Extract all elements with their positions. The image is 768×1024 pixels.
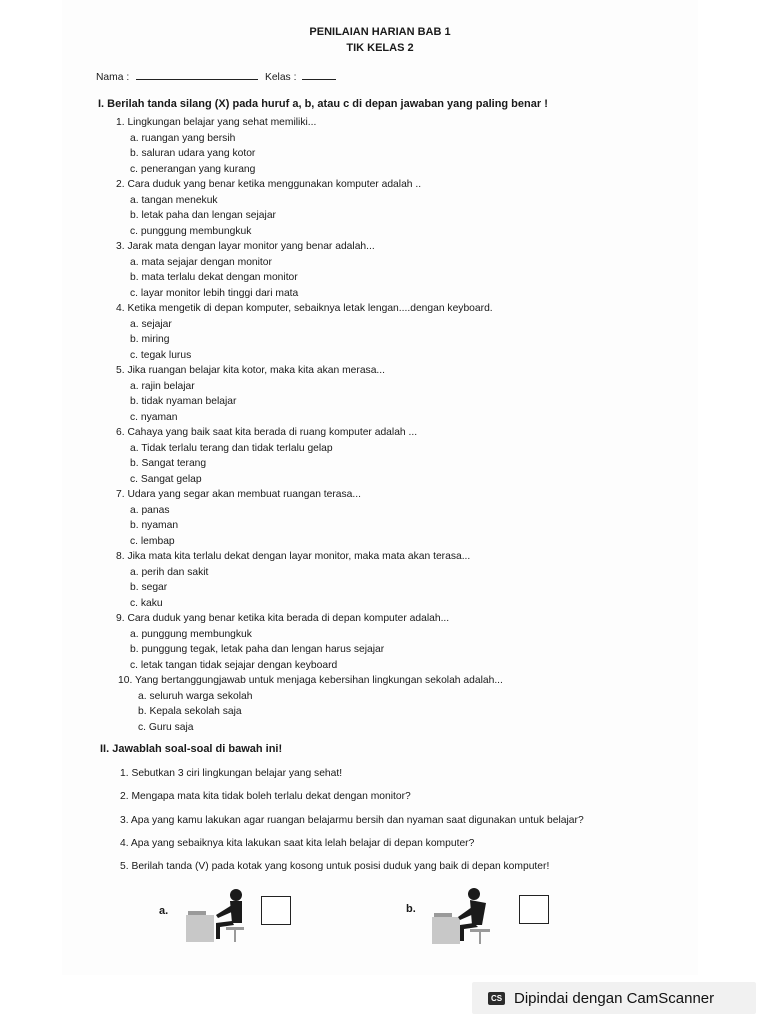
mc-option[interactable]: a. tangan menekuk	[130, 194, 218, 206]
mc-option[interactable]: a. sejajar	[130, 318, 172, 330]
image-label-a: a.	[159, 905, 169, 917]
mc-question: 8. Jika mata kita terlalu dekat dengan layar monitor, maka mata akan terasa...	[116, 551, 471, 562]
essay-question: 1. Sebutkan 3 ciri lingkungan belajar yang sehat!	[120, 768, 343, 779]
mc-option[interactable]: a. perih dan sakit	[130, 566, 209, 578]
name-class-row	[96, 70, 336, 83]
mc-option[interactable]: b. tidak nyaman belajar	[130, 396, 237, 407]
mc-option[interactable]: b. Kepala sekolah saja	[138, 706, 242, 717]
kelas-blank	[302, 70, 336, 80]
checkbox-a[interactable]	[261, 896, 291, 925]
nama-blank	[136, 70, 258, 80]
mc-question: 9. Cara duduk yang benar ketika kita berada di depan komputer adalah...	[116, 613, 450, 624]
mc-option[interactable]: b. mata terlalu dekat dengan monitor	[130, 272, 298, 283]
nama-label: Nama :	[96, 72, 130, 83]
worksheet-title: PENILAIAN HARIAN BAB 1	[309, 26, 451, 38]
mc-option[interactable]: a. ruangan yang bersih	[130, 132, 236, 144]
mc-option[interactable]: c. nyaman	[130, 411, 178, 423]
camscanner-text: Dipindai dengan CamScanner	[514, 989, 715, 1007]
mc-option[interactable]: c. layar monitor lebih tinggi dari mata	[130, 287, 299, 299]
mc-question: 1. Lingkungan belajar yang sehat memiliki...	[116, 117, 317, 128]
mc-option[interactable]: c. letak tangan tidak sejajar dengan keyboard	[130, 659, 338, 671]
essay-question: 4. Apa yang sebaiknya kita lakukan saat kita lelah belajar di depan komputer?	[120, 838, 475, 849]
mc-option[interactable]: a. punggung membungkuk	[130, 628, 252, 640]
essay-question: 5. Berilah tanda (V) pada kotak yang kosong untuk posisi duduk yang baik di depan komputer!	[120, 861, 550, 872]
camscanner-logo: CS	[488, 992, 505, 1005]
mc-option[interactable]: c. punggung membungkuk	[130, 225, 252, 237]
mc-option[interactable]: c. tegak lurus	[130, 349, 192, 361]
section1-heading: I. Berilah tanda silang (X) pada huruf a, b, atau c di depan jawaban yang paling benar !	[98, 98, 548, 110]
worksheet-subtitle: TIK KELAS 2	[346, 42, 414, 54]
mc-option[interactable]: b. punggung tegak, letak paha dan lengan harus sejajar	[130, 644, 385, 655]
worksheet-page	[62, 0, 698, 975]
mc-option[interactable]: c. Guru saja	[138, 721, 194, 733]
section2-heading: II. Jawablah soal-soal di bawah ini!	[100, 743, 283, 755]
mc-option[interactable]: b. miring	[130, 334, 170, 345]
mc-option[interactable]: c. lembap	[130, 535, 175, 547]
computer-posture-illustration	[186, 885, 246, 945]
mc-option[interactable]: c. Sangat gelap	[130, 473, 202, 485]
mc-option[interactable]: b. letak paha dan lengan sejajar	[130, 210, 276, 221]
mc-option[interactable]: c. kaku	[130, 597, 163, 609]
essay-question: 3. Apa yang kamu lakukan agar ruangan belajarmu bersih dan nyaman saat digunakan untuk belajar?	[120, 815, 584, 826]
mc-option[interactable]: c. penerangan yang kurang	[130, 163, 256, 175]
mc-option[interactable]: a. rajin belajar	[130, 380, 195, 392]
mc-question: 4. Ketika mengetik di depan komputer, sebaiknya letak lengan....dengan keyboard.	[116, 303, 493, 314]
mc-option[interactable]: a. panas	[130, 504, 170, 516]
mc-option[interactable]: b. segar	[130, 582, 168, 593]
mc-option[interactable]: b. saluran udara yang kotor	[130, 148, 256, 159]
mc-question: 5. Jika ruangan belajar kita kotor, maka kita akan merasa...	[116, 365, 386, 376]
mc-question: 6. Cahaya yang baik saat kita berada di ruang komputer adalah ...	[116, 427, 418, 438]
checkbox-b[interactable]	[519, 895, 549, 924]
mc-option[interactable]: b. Sangat terang	[130, 458, 207, 469]
mc-question: 7. Udara yang segar akan membuat ruangan terasa...	[116, 489, 361, 500]
essay-question: 2. Mengapa mata kita tidak boleh terlalu dekat dengan monitor?	[120, 791, 411, 802]
camscanner-watermark	[472, 982, 756, 1014]
mc-question: 10. Yang bertanggungjawab untuk menjaga kebersihan lingkungan sekolah adalah...	[118, 675, 503, 686]
mc-option[interactable]: a. Tidak terlalu terang dan tidak terlalu gelap	[130, 442, 333, 454]
image-label-b: b.	[406, 903, 416, 915]
mc-question: 3. Jarak mata dengan layar monitor yang benar adalah...	[116, 241, 375, 252]
computer-posture-illustration	[432, 885, 492, 947]
kelas-label: Kelas :	[264, 72, 297, 83]
mc-option[interactable]: a. seluruh warga sekolah	[138, 690, 253, 702]
mc-option[interactable]: a. mata sejajar dengan monitor	[130, 256, 272, 268]
mc-question: 2. Cara duduk yang benar ketika menggunakan komputer adalah ..	[116, 179, 422, 190]
mc-option[interactable]: b. nyaman	[130, 520, 179, 531]
